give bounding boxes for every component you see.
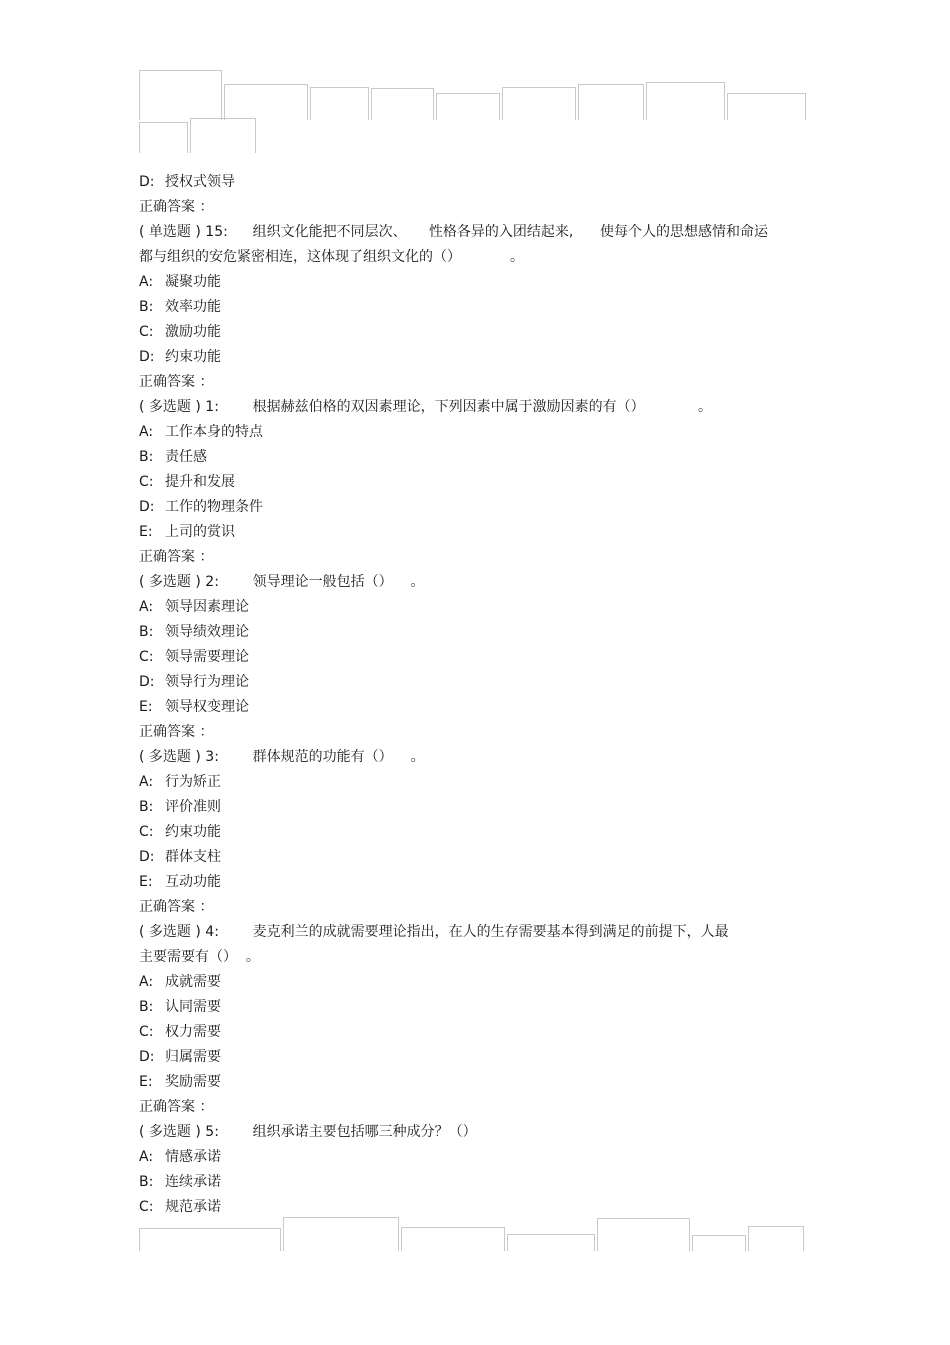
option-letter: A:	[139, 274, 154, 290]
option-letter: C:	[139, 474, 154, 490]
correct-answer-label: 正确答案 ：	[139, 199, 214, 215]
option-letter: C:	[139, 649, 154, 665]
option-line	[139, 770, 809, 795]
question-text: 群体规范的功能有（） 。	[252, 749, 425, 765]
option-line	[139, 620, 809, 645]
option-text: 评价准则	[165, 799, 221, 815]
question-type: ( 多选题 )	[139, 924, 201, 940]
option-letter: D:	[139, 174, 155, 190]
correct-answer-label: 正确答案 ：	[139, 724, 214, 740]
option-text: 权力需要	[165, 1024, 221, 1040]
option-text: 效率功能	[165, 299, 221, 315]
option-letter: A:	[139, 599, 154, 615]
option-text: 提升和发展	[165, 474, 235, 490]
option-letter: A:	[139, 774, 154, 790]
option-letter: D:	[139, 674, 155, 690]
question-text: 麦克利兰的成就需要理论指出，在人的生存需要基本得到满足的前提下，人最	[252, 924, 729, 940]
option-letter: D:	[139, 849, 155, 865]
option-line	[139, 1195, 809, 1220]
option-letter: B:	[139, 449, 154, 465]
option-line	[139, 970, 809, 995]
option-letter: E:	[139, 1074, 153, 1090]
question-number: 5:	[205, 1124, 219, 1140]
option-text: 凝聚功能	[165, 274, 221, 290]
option-text: 工作本身的特点	[165, 424, 263, 440]
question-type: ( 多选题 )	[139, 1124, 201, 1140]
option-letter: D:	[139, 1049, 155, 1065]
correct-answer-label: 正确答案 ：	[139, 549, 214, 565]
option-line	[139, 670, 809, 695]
option-text: 领导权变理论	[165, 699, 249, 715]
question-text: 组织文化能把不同层次、 性格各异的入团结起来, 使每个人的思想感情和命运	[252, 224, 769, 240]
option-line	[139, 645, 809, 670]
option-letter: A:	[139, 974, 154, 990]
option-line	[139, 295, 809, 320]
question-type: ( 多选题 )	[139, 574, 201, 590]
question-line	[139, 570, 809, 595]
question-text: 组织承诺主要包括哪三种成分？（）	[252, 1124, 477, 1140]
question-line	[139, 1120, 809, 1145]
correct-answer-label: 正确答案 ：	[139, 1099, 214, 1115]
option-line	[139, 445, 809, 470]
question-text-continued: 都与组织的安危紧密相连，这体现了组织文化的（） 。	[139, 249, 524, 265]
option-letter: D:	[139, 349, 155, 365]
option-text: 激励功能	[165, 324, 221, 340]
option-text: 责任感	[165, 449, 207, 465]
option-line	[139, 1020, 809, 1045]
option-text: 归属需要	[165, 1049, 221, 1065]
question-line	[139, 745, 809, 770]
option-letter: C:	[139, 1199, 154, 1215]
correct-answer-label: 正确答案 ：	[139, 899, 214, 915]
option-letter: C:	[139, 1024, 154, 1040]
option-line	[139, 170, 809, 195]
option-letter: B:	[139, 624, 154, 640]
question-type: ( 多选题 )	[139, 749, 201, 765]
option-text: 约束功能	[165, 824, 221, 840]
option-line	[139, 845, 809, 870]
question-type: ( 多选题 )	[139, 399, 201, 415]
option-letter: E:	[139, 874, 153, 890]
option-letter: C:	[139, 324, 154, 340]
option-letter: B:	[139, 1174, 154, 1190]
option-text: 奖励需要	[165, 1074, 221, 1090]
option-line	[139, 995, 809, 1020]
option-line	[139, 820, 809, 845]
option-line	[139, 320, 809, 345]
option-letter: D:	[139, 499, 155, 515]
question-number: 15:	[205, 224, 228, 240]
question-text-continued: 主要需要有（） 。	[139, 949, 260, 965]
question-number: 1:	[205, 399, 219, 415]
question-list	[139, 170, 809, 1220]
option-line	[139, 520, 809, 545]
question-line	[139, 395, 809, 420]
question-number: 2:	[205, 574, 219, 590]
option-text: 成就需要	[165, 974, 221, 990]
option-text: 工作的物理条件	[165, 499, 263, 515]
question-text: 领导理论一般包括（） 。	[252, 574, 425, 590]
option-letter: E:	[139, 524, 153, 540]
option-letter: C:	[139, 824, 154, 840]
option-text: 互动功能	[165, 874, 221, 890]
question-line	[139, 220, 809, 245]
question-type: ( 单选题 )	[139, 224, 201, 240]
correct-answer-label: 正确答案 ：	[139, 374, 214, 390]
option-line	[139, 870, 809, 895]
option-text: 情感承诺	[165, 1149, 221, 1165]
option-line	[139, 1070, 809, 1095]
option-text: 领导绩效理论	[165, 624, 249, 640]
option-line	[139, 1045, 809, 1070]
option-text: 认同需要	[165, 999, 221, 1015]
option-letter: B:	[139, 999, 154, 1015]
option-letter: B:	[139, 299, 154, 315]
option-text: 行为矫正	[165, 774, 221, 790]
option-line	[139, 795, 809, 820]
option-text: 授权式领导	[165, 174, 235, 190]
option-line	[139, 420, 809, 445]
option-line	[139, 1170, 809, 1195]
option-line	[139, 1145, 809, 1170]
option-line	[139, 345, 809, 370]
option-text: 领导需要理论	[165, 649, 249, 665]
option-text: 领导行为理论	[165, 674, 249, 690]
option-text: 领导因素理论	[165, 599, 249, 615]
option-text: 规范承诺	[165, 1199, 221, 1215]
question-number: 4:	[205, 924, 219, 940]
question-number: 3:	[205, 749, 219, 765]
option-text: 约束功能	[165, 349, 221, 365]
option-letter: A:	[139, 424, 154, 440]
option-letter: B:	[139, 799, 154, 815]
option-line	[139, 270, 809, 295]
option-line	[139, 470, 809, 495]
option-line	[139, 495, 809, 520]
option-line	[139, 595, 809, 620]
option-text: 连续承诺	[165, 1174, 221, 1190]
option-text: 上司的赏识	[165, 524, 235, 540]
question-line	[139, 920, 809, 945]
question-text: 根据赫兹伯格的双因素理论，下列因素中属于激励因素的有（） 。	[252, 399, 713, 415]
option-letter: A:	[139, 1149, 154, 1165]
option-text: 群体支柱	[165, 849, 221, 865]
option-letter: E:	[139, 699, 153, 715]
option-line	[139, 695, 809, 720]
